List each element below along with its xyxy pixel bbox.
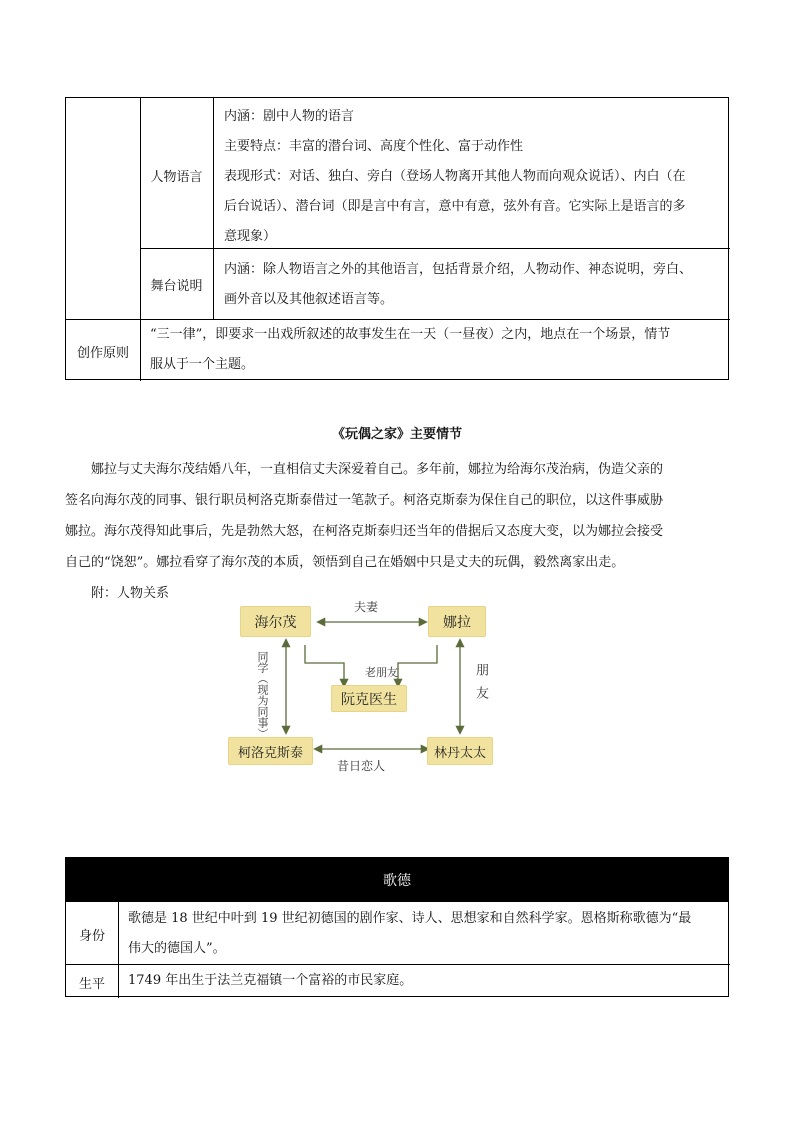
cell-text: “三一律”，即要求一出戏所叙述的故事发生在一天（一昼夜）之内，地点在一个场景，情节 [150, 327, 671, 342]
column-divider [118, 902, 119, 998]
cell-text: 伟大的德国人”。 [128, 941, 226, 956]
cell-text: 后台说话）、潜台词（即是言中有言，意中有意，弦外有音。它实际上是语言的多 [224, 199, 686, 214]
paragraph-line: 签名向海尔茂的同事、银行职员柯洛克斯泰借过一笔款子。柯洛克斯泰为保住自己的职位，以这件事威胁 [65, 493, 664, 508]
cell-text: 1749 年出生于法兰克福镇一个富裕的市民家庭。 [128, 973, 413, 988]
row-label-principle: 创作原则 [76, 346, 129, 361]
table-header: 歌德 [66, 858, 728, 902]
paragraph-line: 娜拉与丈夫海尔茂结婚八年，一直相信丈夫深爱着自己。多年前，娜拉为给海尔茂治病，伪造父亲的 [91, 462, 664, 477]
node-nora: 娜拉 [428, 606, 486, 637]
label-former-lovers: 昔日恋人 [337, 759, 386, 773]
row-label-speech: 人物语言 [150, 170, 203, 185]
label-friend: 朋友 [473, 663, 488, 709]
label-classmate: 同学（现为同事） [256, 651, 269, 739]
node-krogstad: 柯洛克斯泰 [228, 737, 313, 765]
row-label-identity: 身份 [78, 929, 105, 944]
cell-text: 服从于一个主题。 [150, 357, 255, 372]
row-label-life: 生平 [78, 977, 105, 992]
cell-text: 内涵：除人物语言之外的其他语言，包括背景介绍，人物动作、神态说明，旁白、 [224, 262, 693, 277]
section-title: 《玩偶之家》主要情节 [331, 427, 462, 442]
cell-text: 歌德是 18 世纪中叶到 19 世纪初德国的剧作家、诗人、思想家和自然科学家。恩格斯称歌德为“最 [128, 911, 692, 926]
row-label-stage-directions: 舞台说明 [150, 279, 203, 294]
label-old-friend: 老朋友 [365, 666, 398, 679]
label-couple: 夫妻 [354, 600, 379, 614]
cell-text: 主要特点：丰富的潜台词、高度个性化、富于动作性 [224, 139, 524, 154]
paragraph-line: 自己的“饶恕”。娜拉看穿了海尔茂的本质，领悟到自己在婚姻中只是丈夫的玩偶，毅然离家出走。 [65, 555, 625, 570]
appendix-label: 附：人物关系 [91, 586, 170, 601]
edge-old-friend-right [398, 645, 437, 686]
cell-text: 意现象） [224, 229, 277, 244]
node-rank: 阮克医生 [331, 685, 407, 712]
edge-old-friend-left [305, 645, 344, 686]
goethe-table [65, 857, 729, 997]
node-helmer: 海尔茂 [240, 606, 311, 637]
cell-text: 表现形式：对话、独白、旁白（登场人物离开其他人物而向观众说话）、内白（在 [224, 169, 686, 184]
cell-text: 内涵：剧中人物的语言 [224, 109, 355, 124]
paragraph-line: 娜拉。海尔茂得知此事后，先是勃然大怒，在柯洛克斯泰归还当年的借据后又态度大变，以为娜拉会接受 [65, 524, 664, 539]
node-linde: 林丹太太 [427, 737, 493, 765]
cell-text: 画外音以及其他叙述语言等。 [224, 292, 394, 307]
